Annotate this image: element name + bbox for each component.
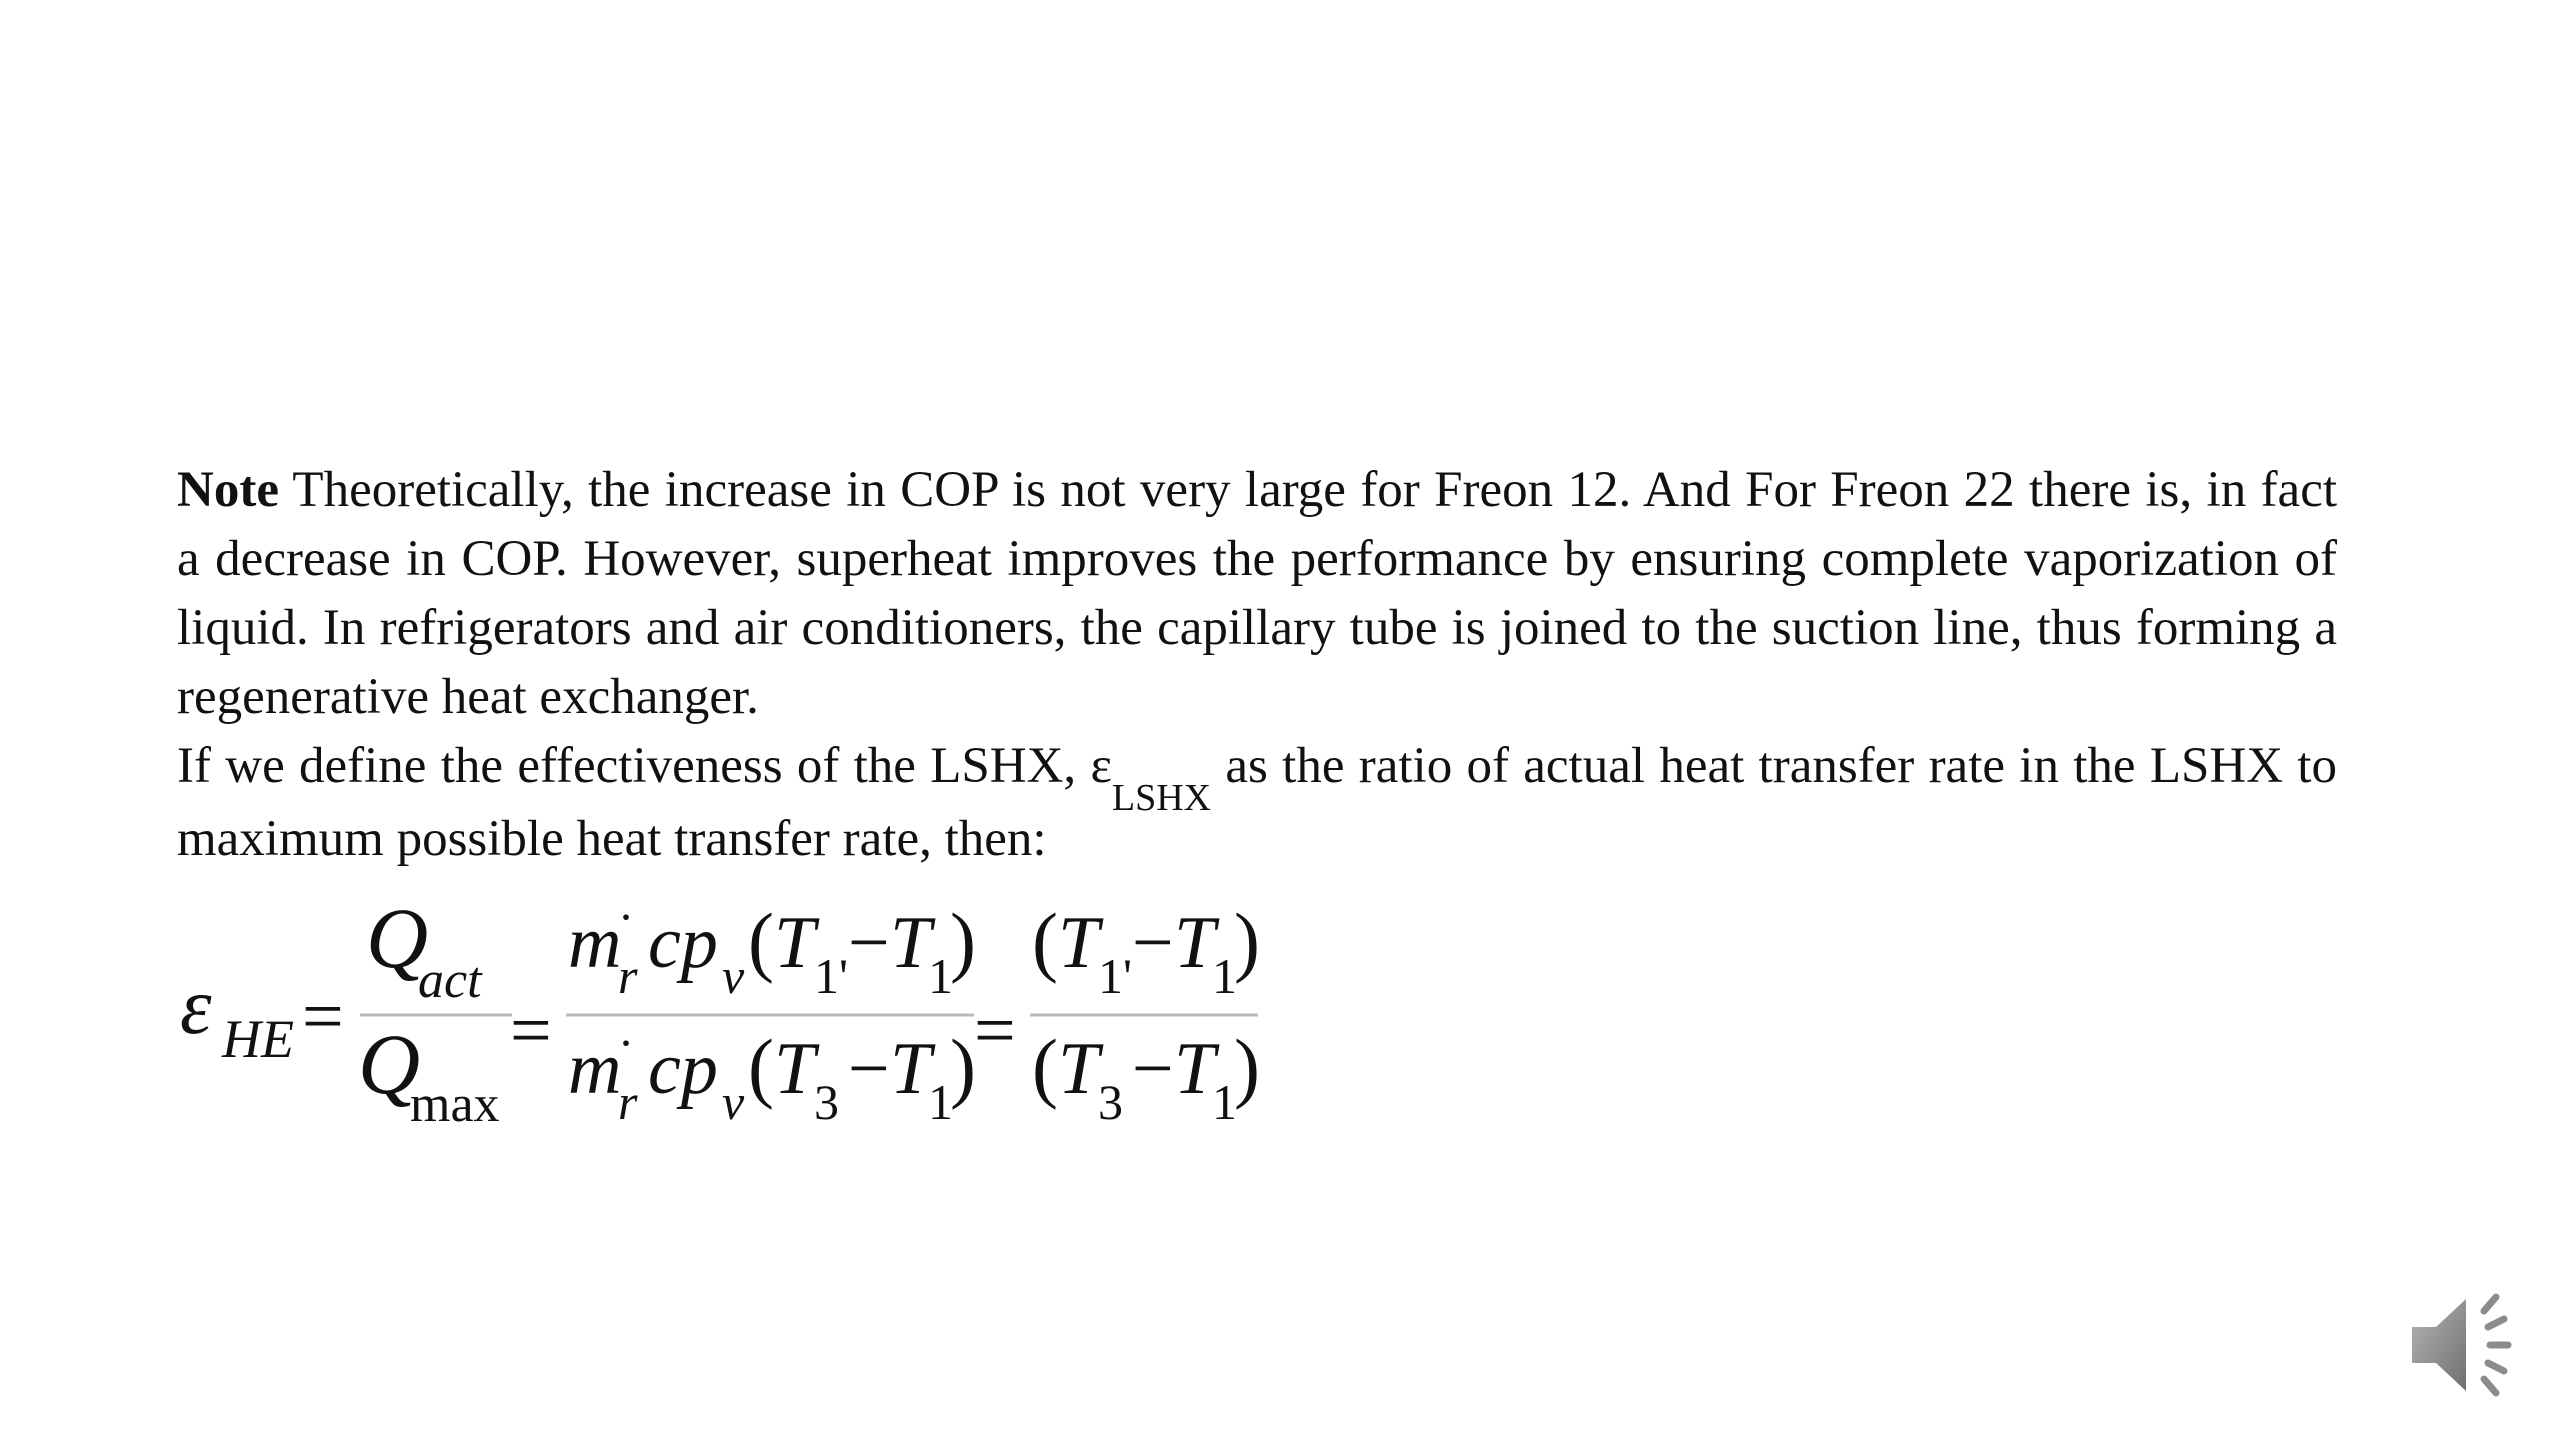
eq-f2-den-open: ( — [748, 1023, 774, 1110]
eq-f2-num-open: ( — [748, 897, 774, 984]
note-paragraph — [177, 456, 2337, 732]
eq-f3-num-close: ) — [1234, 897, 1260, 984]
eq-f2-num-t2: T — [890, 902, 932, 984]
eq-f2-den-t1-sub: 3 — [814, 1074, 839, 1130]
eq-f3-num-t1: T — [1058, 902, 1100, 984]
eq-equals-3: = — [974, 990, 1016, 1072]
eq-f3-num-t2: T — [1174, 902, 1216, 984]
eq-f2-num-t1: T — [774, 902, 816, 984]
note-text: Theoretically, the increase in COP is not very large for Freon 12. And For Freon 22 there is, in fact a decrease in COP. However, superheat improves the performance by ensuring complete vaporization of liquid. In refrigerators and air conditioners, the capillary tube is joined to the suction line, thus forming a regenerative heat exchanger. — [177, 462, 2337, 725]
slide-text — [177, 456, 2337, 874]
eq-f3-den-minus: − — [1132, 1028, 1174, 1110]
eq-f2-den-v: v — [722, 1074, 745, 1130]
eq-f3-den-t2: T — [1174, 1028, 1216, 1110]
eq-f2-den-t1: T — [774, 1028, 816, 1110]
eq-equals-1: = — [302, 976, 344, 1058]
eq-f3-num-t1-sub: 1' — [1098, 948, 1133, 1004]
eq-f2-num-close: ) — [950, 897, 976, 984]
eq-f2-den-dot: · — [618, 1017, 634, 1070]
eq-f2-num-v: v — [722, 948, 745, 1004]
equation-svg — [180, 890, 1300, 1165]
eq-f2-num-m: m — [568, 902, 622, 984]
eq-lhs-sub: HE — [222, 1009, 294, 1069]
eq-f3-num-open: ( — [1032, 897, 1058, 984]
eq-lhs-epsilon: ε — [180, 963, 212, 1051]
eq-f3-num-minus: − — [1132, 902, 1174, 984]
eq-f2-den-m: m — [568, 1028, 622, 1110]
eq-f1-num-sub: act — [418, 952, 482, 1009]
eq-f3-den-open: ( — [1032, 1023, 1058, 1110]
eq-f3-num-t2-sub: 1 — [1212, 948, 1237, 1004]
epsilon-symbol: ε — [1090, 738, 1112, 794]
eq-f2-num-t2-sub: 1 — [928, 948, 953, 1004]
eq-f2-den-close: ) — [950, 1023, 976, 1110]
eq-f1-num-q: Q — [366, 890, 429, 986]
eq-f2-den-minus: − — [848, 1028, 890, 1110]
note-label: Note — [177, 462, 279, 518]
eq-f2-den-t2: T — [890, 1028, 932, 1110]
eq-f1-den-sub: max — [410, 1076, 500, 1133]
eq-f2-num-t1-sub: 1' — [814, 948, 849, 1004]
eq-f2-num-r: r — [618, 948, 638, 1004]
eq-f3-den-close: ) — [1234, 1023, 1260, 1110]
eq-f3-den-t1: T — [1058, 1028, 1100, 1110]
speaker-icon-graphic — [2400, 1275, 2540, 1415]
eq-f2-den-cp: cp — [648, 1028, 718, 1110]
eq-f3-den-t2-sub: 1 — [1212, 1074, 1237, 1130]
definition-after: as the ratio of actual heat transfer rate in the LSHX to maximum possible heat transfer rate, then: — [177, 738, 2337, 867]
effectiveness-equation — [180, 890, 1300, 1170]
eq-f2-num-cp: cp — [648, 902, 718, 984]
eq-equals-2: = — [510, 990, 552, 1072]
eq-f3-den-t1-sub: 3 — [1098, 1074, 1123, 1130]
eq-f1-den-q: Q — [358, 1016, 421, 1112]
eq-f2-den-r: r — [618, 1074, 638, 1130]
eq-f2-den-t2-sub: 1 — [928, 1074, 953, 1130]
definition-before: If we define the effectiveness of the LSHX, — [177, 738, 1091, 794]
speaker-icon[interactable] — [2400, 1275, 2540, 1415]
eq-f2-num-minus: − — [848, 902, 890, 984]
epsilon-subscript: LSHX — [1111, 777, 1212, 819]
eq-f2-num-dot: · — [618, 891, 634, 944]
definition-paragraph — [177, 732, 2337, 874]
